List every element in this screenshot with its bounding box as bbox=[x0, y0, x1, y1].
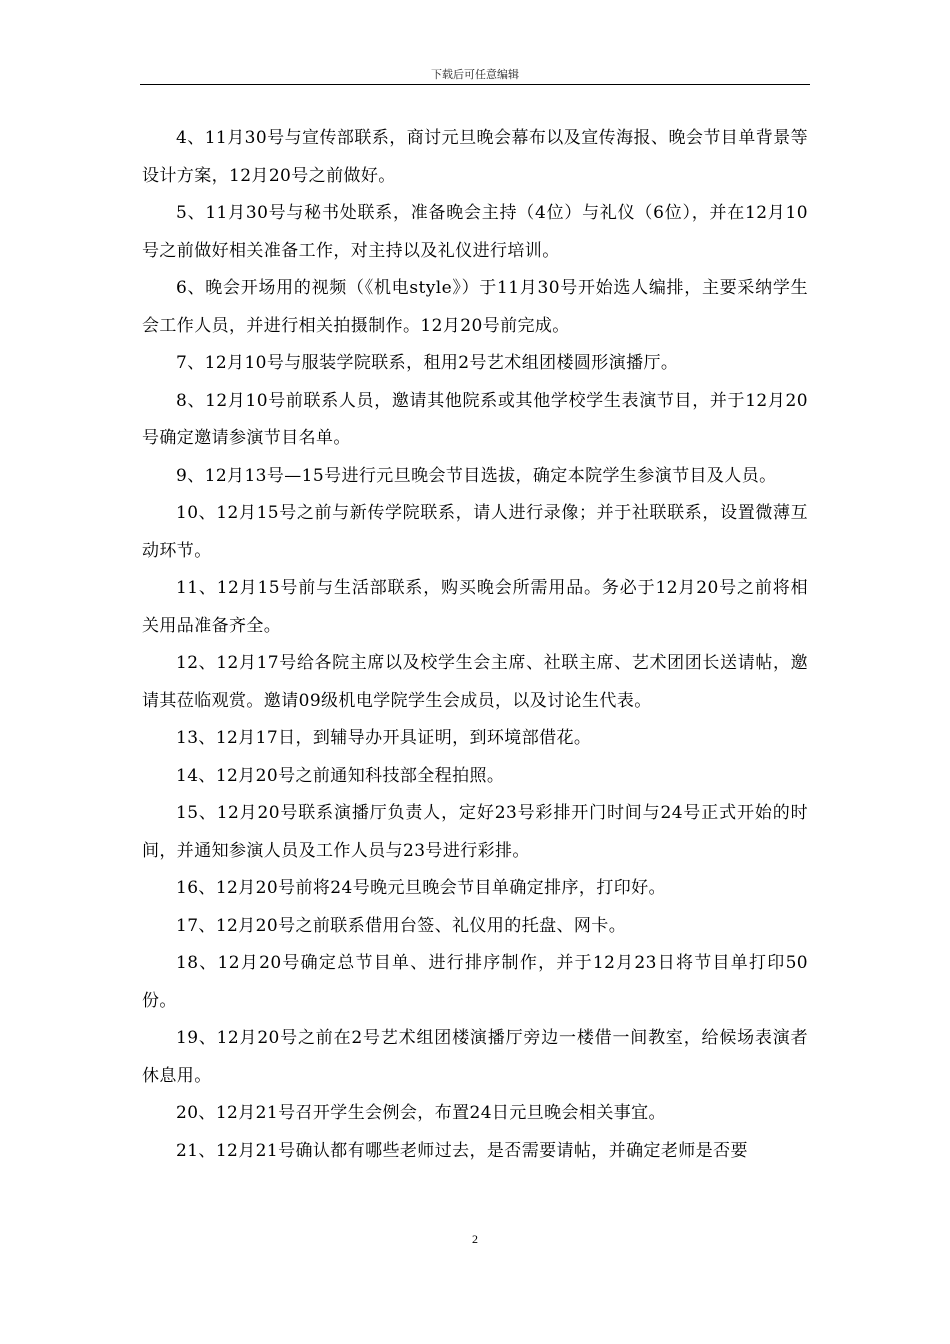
list-item: 14、12月20号之前通知科技部全程拍照。 bbox=[176, 765, 505, 786]
list-item: 18、12月20号确定总节目单、进行排序制作，并于12月23日将节目单打印50份。 bbox=[142, 953, 808, 1011]
list-item: 9、12月13号—15号进行元旦晚会节目选拔，确定本院学生参演节目及人员。 bbox=[176, 465, 777, 486]
list-item: 21、12月21号确认都有哪些老师过去，是否需要请帖，并确定老师是否要 bbox=[176, 1140, 748, 1161]
list-item: 4、11月30号与宣传部联系，商讨元旦晚会幕布以及宣传海报、晚会节目单背景等设计方案，12月20号之前做好。 bbox=[142, 128, 808, 186]
list-item: 7、12月10号与服装学院联系，租用2号艺术组团楼圆形演播厅。 bbox=[176, 353, 679, 373]
list-item: 17、12月20号之前联系借用台签、礼仪用的托盘、网卡。 bbox=[176, 915, 627, 936]
list-item: 5、11月30号与秘书处联系，准备晚会主持（4位）与礼仪（6位），并在12月10号之前做好相关准备工作，对主持以及礼仪进行培训。 bbox=[142, 203, 808, 261]
list-item: 11、12月15号前与生活部联系，购买晚会所需用品。务必于12月20号之前将相关用品准备齐全。 bbox=[142, 578, 808, 636]
list-item: 13、12月17日，到辅导办开具证明，到环境部借花。 bbox=[176, 728, 592, 748]
list-item: 10、12月15号之前与新传学院联系，请人进行录像；并于社联联系，设置微薄互动环节。 bbox=[142, 503, 809, 561]
list-item: 6、晚会开场用的视频（《机电style》）于11月30号开始选人编排，主要采纳学生会工作人员，并进行相关拍摄制作。12月20号前完成。 bbox=[142, 278, 808, 336]
page-header: 下载后可任意编辑 bbox=[431, 68, 519, 81]
list-item: 8、12月10号前联系人员，邀请其他院系或其他学校学生表演节目，并于12月20号确定邀请参演节目名单。 bbox=[142, 390, 808, 448]
page-number: 2 bbox=[472, 1232, 478, 1246]
list-item: 16、12月20号前将24号晚元旦晚会节目单确定排序，打印好。 bbox=[176, 878, 666, 898]
list-item: 20、12月21号召开学生会例会，布置24日元旦晚会相关事宜。 bbox=[176, 1103, 666, 1123]
document-body bbox=[142, 120, 808, 1170]
list-item: 12、12月17号给各院主席以及校学生会主席、社联主席、艺术团团长送请帖，邀请其莅临观赏。邀请09级机电学院学生会成员，以及讨论生代表。 bbox=[142, 653, 809, 711]
header-divider bbox=[140, 84, 810, 85]
list-item: 15、12月20号联系演播厅负责人，定好23号彩排开门时间与24号正式开始的时间，并通知参演人员及工作人员与23号进行彩排。 bbox=[142, 803, 808, 861]
list-item: 19、12月20号之前在2号艺术组团楼演播厅旁边一楼借一间教室，给候场表演者休息用。 bbox=[142, 1028, 808, 1086]
